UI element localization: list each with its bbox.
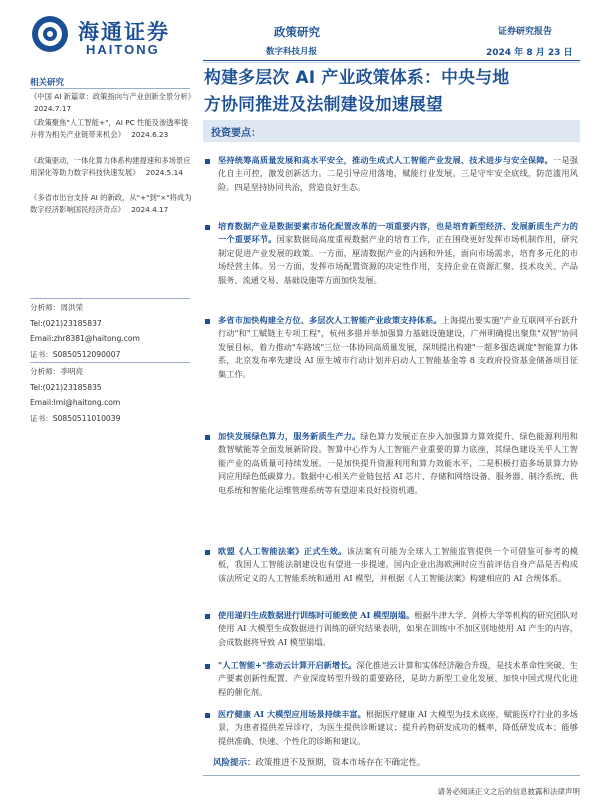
key-point — [218, 314, 578, 381]
logo-text-en: HAITONG — [86, 42, 160, 57]
key-point-body: 深化推进云计算和实体经济融合升级，是技术革命性突破、生产要素创新性配置、产业深度转型升级的重要路径，是助力新型工业化发展、加快中国式现代化进程的催化剂。 — [218, 660, 578, 697]
logo-text-zh: 海通证券 — [78, 20, 170, 44]
analyst-tel: Tel:(021)23185835 — [30, 382, 102, 392]
analyst-cert: 证书：S0850511010039 — [30, 413, 121, 423]
key-point-body: 上海提出要实施"产业互联网平台跃升行动"和"工赋链主专项工程"，杭州多措并举加强算力基础设施建设，广州明确提出聚焦"双智"协同发展目标，着力推动"车路域"三位一体协同高质量发展，深圳提出构建"一超多强迭调度"智能算力体系，北京发布率先建设 AI 原生城市行动计划并启动人工智能基金等 8 支政府投资基金储备项目征集工作。 — [218, 315, 578, 379]
analyst-cert: 证书：S0850512090007 — [30, 349, 121, 359]
related-item-date: 2024.7.17 — [34, 104, 72, 113]
bullet-icon — [205, 550, 210, 555]
report-title-line: 方协同推进及法制建设加速展望 — [204, 94, 444, 114]
key-point-body: 该法案有可能为全球人工智能监管提供一个可借鉴可参考的模板，我国人工智能法制建设也有望进一步提速。国内企业出海欧洲时应当前评估自身产品是否构成该法所定义的人工智能系统和通用 AI 模型，并根据《人工智能法案》构建相应的 AI 合规体系。 — [218, 546, 578, 583]
key-point — [218, 430, 578, 497]
analyst-tel: Tel:(021)23185837 — [30, 318, 102, 328]
key-point-body: 绿色算力发展正在步入加强算力算效提升、绿色能源利用和数智赋能等全面发展新阶段。智算中心作为人工智能产业重要的算力底座，其绿色建设关乎人工智能产业的高质量可持续发展。一是加快提升资源利用和算力效能水平，二是积极打造多场景算力协同应用绿色低碳算力。数据中心相关产业链包括 AI 芯片、存储和网络设备、服务器、制冷系统、供电系统和智能化运维管理系统等有望迎来良好投资机遇。 — [218, 431, 578, 495]
report-type: 证券研究报告 — [498, 27, 553, 37]
report-title — [204, 64, 588, 118]
key-point — [218, 154, 578, 194]
key-point — [218, 609, 578, 649]
analyst-block — [30, 300, 195, 362]
key-point-body: 根据牛津大学、剑桥大学等机构的研究团队对使用 AI 大模型生成数据进行训练的研究结果表明，如果在训练中不加区别地使用 AI 产生的内容，会成数据将导致 AI 模型崩塌。 — [218, 610, 578, 647]
key-point-lead: 培育数据产业是数据要素市场化配置改革的一项重要内容，也是培育新型经济、发展新质生产力的一个重要环节。 — [218, 221, 578, 245]
key-point-body: 根据医疗健康 AI 大模型为技术底座，赋能医疗行业的多场景，为患者提供差异诊疗，为医生提供诊断建议；提升药物研发成功的概率，降低研发成本；能够提供准确、快速、个性化的诊断和建议。 — [218, 709, 578, 746]
related-item-text: 《中国 AI 新篇章：政策指向与产业创新全景分析》 — [30, 92, 196, 101]
key-point-body: 国家数据局高度重视数据产业的培育工作，正在围绕更好发挥市场机制作用，研究制定促进产业发展的政策。一方面，厘清数据产业的内涵和外延，面向市场需求，培育多元化的市场经营主体。另一方面，发挥市场配置资源的决定性作用，支持企业在资源汇聚、技术攻关、产品服务、流通交易、基础设施等方面加快发展。 — [218, 234, 578, 285]
risk-label: 风险提示： — [213, 758, 256, 768]
key-point-body: 一是强化自主可控，激发创新活力。二是引导应用落地，赋能行业发展。三是守牢安全底线，防范滥用风险。四是坚持协同共治，营造良好生态。 — [218, 155, 578, 192]
bullet-icon — [205, 713, 210, 718]
key-point — [218, 708, 578, 748]
report-title-line: 构建多层次 AI 产业政策体系：中央与地 — [204, 67, 510, 87]
key-point-lead: 多省市加快构建全方位、多层次人工智能产业政策支持体系。 — [218, 315, 442, 325]
key-point — [218, 545, 578, 585]
analyst-block — [30, 364, 195, 426]
analyst-name: 分析师：周洪荣 — [30, 303, 84, 312]
related-item-date: 2024.5.14 — [145, 168, 183, 177]
report-category: 政策研究 — [274, 25, 320, 39]
footer-disclaimer: 请务必阅读正文之后的信息披露和法律声明 — [437, 787, 580, 796]
company-logo — [30, 12, 180, 58]
key-point-lead: "人工智能+"推动云计算开启新增长。 — [218, 660, 357, 670]
section-header — [203, 120, 580, 142]
bullet-icon — [205, 225, 210, 230]
analyst-name: 分析师：李明亮 — [30, 367, 84, 376]
analyst-rule — [30, 362, 190, 363]
analyst-rule — [30, 298, 190, 299]
report-date: 2024 年 8 月 23 日 — [486, 48, 573, 58]
related-item-text: 《多省市出台支持 AI 的新政，从"+"到"×"将成为数字经济影响国民经济奇点》 — [30, 193, 192, 214]
risk-text: 政策推进不及预期，资本市场存在不确定性。 — [255, 758, 426, 768]
key-point-lead: 坚持统筹高质量发展和高水平安全，推动生成式人工智能产业发展、技术进步与安全保障。 — [218, 155, 554, 165]
report-subcategory: 数字科技月报 — [266, 47, 318, 57]
related-item[interactable] — [30, 155, 195, 179]
key-point-lead: 加快发展绿色算力，服务新质生产力。 — [218, 431, 361, 441]
bullet-icon — [205, 664, 210, 669]
header-rule-thin — [203, 62, 580, 63]
key-point-lead: 欧盟《人工智能法案》正式生效。 — [218, 546, 347, 556]
analyst-email[interactable]: Email:lml@haitong.com — [30, 398, 121, 407]
footer-rule — [203, 775, 580, 776]
analyst-email[interactable]: Email:zhr8381@haitong.com — [30, 334, 140, 343]
related-research-title: 相关研究 — [30, 78, 65, 88]
section-title: 投资要点： — [211, 128, 261, 139]
key-point-lead: 医疗健康 AI 大模型应用场景持续丰富。 — [218, 709, 366, 719]
logo-mark-icon — [30, 14, 70, 54]
related-item[interactable] — [30, 117, 195, 141]
risk-note — [213, 756, 426, 768]
bullet-icon — [205, 319, 210, 324]
header-rule — [203, 60, 580, 61]
related-item-text: 《政策聚焦"人工智能+"，AI PC 性能及渗透率提升将为相关产业链带来机会》 — [30, 118, 189, 139]
key-point — [218, 659, 578, 699]
related-item[interactable] — [30, 91, 195, 115]
related-item[interactable] — [30, 192, 195, 216]
related-item-text: 《政策驱动，一体化算力体系构建提速和多场景应用深化等助力数字科技快速发展》 — [30, 156, 191, 177]
related-item-date: 2024.4.17 — [131, 205, 169, 214]
related-item-date: 2024.6.23 — [131, 130, 169, 139]
sidebar-rule — [30, 88, 190, 89]
key-point-lead: 使用递归生成数据进行训练时可能致使 AI 模型崩塌。 — [218, 610, 415, 620]
bullet-icon — [205, 159, 210, 164]
key-point — [218, 220, 578, 287]
bullet-icon — [205, 435, 210, 440]
bullet-icon — [205, 614, 210, 619]
